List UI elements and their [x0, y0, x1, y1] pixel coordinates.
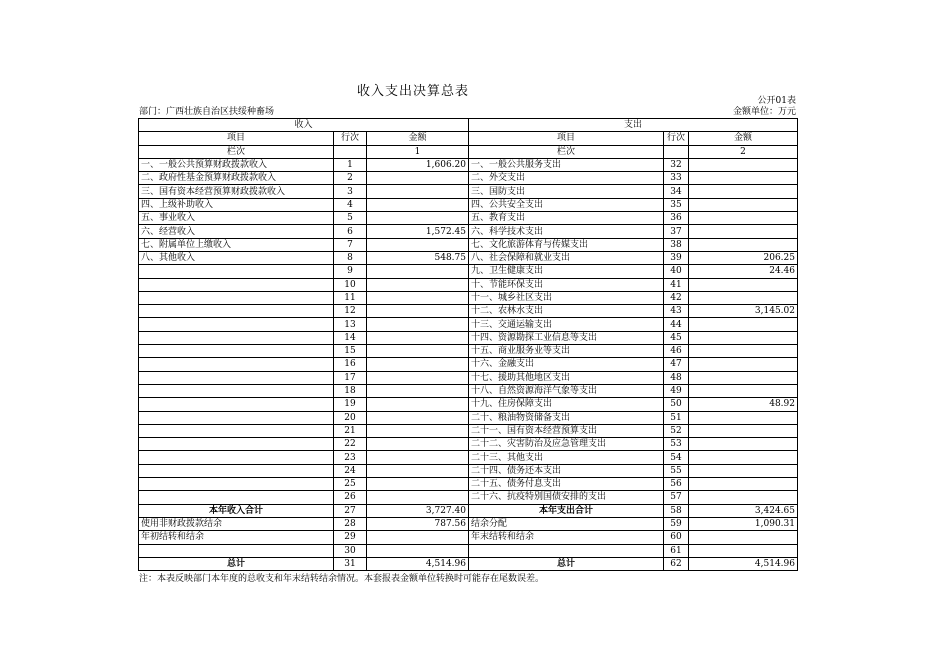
expense-amount-header: 金额: [689, 132, 798, 145]
income-amount-cell: [367, 411, 469, 424]
income-amount-cell: 1,572.45: [367, 225, 469, 238]
expense-row-number-cell: 33: [664, 172, 689, 185]
table-row: [139, 225, 798, 238]
expense-row-number-cell: 49: [664, 384, 689, 397]
income-row-number-cell: 12: [334, 305, 367, 318]
expense-item-cell: 二十三、其他支出: [469, 451, 664, 464]
table-row: [139, 185, 798, 198]
expense-row-number-cell: 56: [664, 478, 689, 491]
expense-item-cell: 十六、金融支出: [469, 358, 664, 371]
income-amount-cell: [367, 278, 469, 291]
income-item-cell: [139, 291, 334, 304]
expense-row-number-cell: 44: [664, 318, 689, 331]
income-item-cell: [139, 331, 334, 344]
expense-item-cell: 十三、交通运输支出: [469, 318, 664, 331]
income-row-number-cell: 6: [334, 225, 367, 238]
income-item-cell: 总计: [139, 557, 334, 570]
income-item-cell: [139, 345, 334, 358]
expense-row-number-cell: 46: [664, 345, 689, 358]
expense-col-number: 2: [689, 145, 798, 158]
expense-row-number-cell: 58: [664, 504, 689, 517]
table-row: [139, 491, 798, 504]
table-row: [139, 172, 798, 185]
income-row-number-cell: 13: [334, 318, 367, 331]
table-row: [139, 212, 798, 225]
income-row-number-cell: 31: [334, 557, 367, 570]
department-label: 部门：广西壮族自治区扶绥种畜场: [139, 107, 275, 117]
income-item-cell: [139, 358, 334, 371]
expense-amount-cell: [689, 358, 798, 371]
income-item-cell: [139, 451, 334, 464]
expense-item-cell: 二十一、国有资本经营预算支出: [469, 424, 664, 437]
expense-row-number-cell: 62: [664, 557, 689, 570]
expense-amount-cell: [689, 478, 798, 491]
income-item-cell: [139, 371, 334, 384]
table-row: [139, 531, 798, 544]
income-item-cell: 一、一般公共预算财政拨款收入: [139, 158, 334, 171]
table-row: [139, 464, 798, 477]
expense-row-number-cell: 54: [664, 451, 689, 464]
expense-amount-cell: [689, 464, 798, 477]
footnote: 注：本表反映部门本年度的总收支和年末结转结余情况。本套报表金额单位转换时可能存在尾数误差。: [139, 574, 545, 584]
income-item-cell: 使用非财政拨款结余: [139, 517, 334, 530]
income-item-cell: [139, 384, 334, 397]
income-amount-cell: [367, 398, 469, 411]
header-row-sections: [139, 119, 798, 132]
income-item-cell: [139, 265, 334, 278]
income-item-cell: [139, 278, 334, 291]
expense-row-number-cell: 32: [664, 158, 689, 171]
income-amount-header: 金额: [367, 132, 469, 145]
income-item-cell: 四、上级补助收入: [139, 198, 334, 211]
income-row-number-cell: 3: [334, 185, 367, 198]
income-item-cell: 六、经营收入: [139, 225, 334, 238]
income-amount-cell: [367, 198, 469, 211]
income-item-cell: [139, 305, 334, 318]
income-amount-cell: [367, 305, 469, 318]
expense-row-number-cell: 34: [664, 185, 689, 198]
expense-row-number-cell: 39: [664, 251, 689, 264]
expense-amount-cell: 3,145.02: [689, 305, 798, 318]
table-row: [139, 331, 798, 344]
income-amount-cell: [367, 185, 469, 198]
income-row-number-cell: 9: [334, 265, 367, 278]
income-item-cell: 七、附属单位上缴收入: [139, 238, 334, 251]
income-row-number-cell: 5: [334, 212, 367, 225]
page-title-text: 收入支出决算总表: [356, 84, 469, 99]
table-row: [139, 318, 798, 331]
income-item-cell: 年初结转和结余: [139, 531, 334, 544]
expense-item-header: 项目: [469, 132, 664, 145]
expense-item-cell: 本年支出合计: [469, 504, 664, 517]
income-amount-cell: [367, 371, 469, 384]
expense-row-number-cell: 36: [664, 212, 689, 225]
table-row: [139, 384, 798, 397]
income-row-number-cell: 14: [334, 331, 367, 344]
expense-item-cell: 十、节能环保支出: [469, 278, 664, 291]
expense-amount-cell: [689, 318, 798, 331]
table-row: [139, 198, 798, 211]
table-row: [139, 517, 798, 530]
expense-row-number-cell: 57: [664, 491, 689, 504]
table-row: [139, 398, 798, 411]
expense-row-number-cell: 40: [664, 265, 689, 278]
income-amount-cell: [367, 438, 469, 451]
expense-amount-cell: [689, 491, 798, 504]
income-row-number-cell: 19: [334, 398, 367, 411]
expense-row-number-cell: 59: [664, 517, 689, 530]
income-amount-cell: 1,606.20: [367, 158, 469, 171]
income-row-number-cell: 22: [334, 438, 367, 451]
income-row-number-cell: 28: [334, 517, 367, 530]
expense-row-number-cell: 38: [664, 238, 689, 251]
expense-item-cell: 十一、城乡社区支出: [469, 291, 664, 304]
expense-amount-cell: 24.46: [689, 265, 798, 278]
table-row: [139, 557, 798, 570]
income-row-number-cell: 18: [334, 384, 367, 397]
table-row: [139, 451, 798, 464]
income-item-cell: [139, 318, 334, 331]
expense-amount-cell: [689, 411, 798, 424]
income-amount-cell: [367, 172, 469, 185]
income-amount-cell: [367, 491, 469, 504]
table-row: [139, 291, 798, 304]
expense-row-number-cell: 45: [664, 331, 689, 344]
income-row-number-cell: 15: [334, 345, 367, 358]
income-amount-cell: [367, 478, 469, 491]
table-row: [139, 424, 798, 437]
income-item-cell: 三、国有资本经营预算财政拨款收入: [139, 185, 334, 198]
expense-row-number-cell: 42: [664, 291, 689, 304]
expense-amount-cell: [689, 331, 798, 344]
expense-amount-cell: 206.25: [689, 251, 798, 264]
expense-item-cell: 十八、自然资源海洋气象等支出: [469, 384, 664, 397]
expense-amount-cell: [689, 198, 798, 211]
header-row-column-numbers: [139, 145, 798, 158]
expense-item-cell: 四、公共安全支出: [469, 198, 664, 211]
expense-row-number-cell: 35: [664, 198, 689, 211]
expense-item-cell: 八、社会保障和就业支出: [469, 251, 664, 264]
expense-item-cell: 总计: [469, 557, 664, 570]
expense-item-cell: 二十六、抗疫特别国债安排的支出: [469, 491, 664, 504]
income-item-cell: [139, 438, 334, 451]
expense-row-number-cell: 61: [664, 544, 689, 557]
table-row: [139, 478, 798, 491]
income-amount-cell: [367, 345, 469, 358]
expense-item-cell: 年末结转和结余: [469, 531, 664, 544]
expense-amount-cell: [689, 172, 798, 185]
income-amount-cell: [367, 464, 469, 477]
income-row-number-cell: 7: [334, 238, 367, 251]
income-col-label: 栏次: [139, 145, 334, 158]
expense-amount-cell: [689, 531, 798, 544]
expense-amount-cell: 1,090.31: [689, 517, 798, 530]
expense-amount-cell: [689, 185, 798, 198]
expense-col-label: 栏次: [469, 145, 664, 158]
expense-row-number-cell: 43: [664, 305, 689, 318]
expense-item-cell: 七、文化旅游体育与传媒支出: [469, 238, 664, 251]
income-row-number-cell: 11: [334, 291, 367, 304]
expense-item-cell: 五、教育支出: [469, 212, 664, 225]
expense-amount-cell: [689, 291, 798, 304]
income-amount-cell: [367, 318, 469, 331]
expense-row-number-cell: 50: [664, 398, 689, 411]
table-row: [139, 504, 798, 517]
table-row: [139, 345, 798, 358]
income-item-cell: 本年收入合计: [139, 504, 334, 517]
table-row: [139, 438, 798, 451]
income-row-number-cell: 17: [334, 371, 367, 384]
income-item-cell: [139, 544, 334, 557]
income-row-number-cell: 25: [334, 478, 367, 491]
expense-amount-cell: [689, 225, 798, 238]
income-item-cell: 五、事业收入: [139, 212, 334, 225]
expense-item-cell: 十五、商业服务业等支出: [469, 345, 664, 358]
expense-section-header: 支出: [469, 119, 798, 132]
income-col-number: 1: [367, 145, 469, 158]
income-amount-cell: [367, 212, 469, 225]
expense-item-cell: 结余分配: [469, 517, 664, 530]
expense-amount-cell: 3,424.65: [689, 504, 798, 517]
income-item-cell: [139, 478, 334, 491]
income-row-number-cell: 10: [334, 278, 367, 291]
table-row: [139, 411, 798, 424]
income-item-cell: [139, 464, 334, 477]
income-amount-cell: [367, 265, 469, 278]
table-row: [139, 371, 798, 384]
expense-row-header: 行次: [664, 132, 689, 145]
expense-item-cell: 三、国防支出: [469, 185, 664, 198]
expense-amount-cell: 4,514.96: [689, 557, 798, 570]
income-item-header: 项目: [139, 132, 334, 145]
expense-row-number-cell: 41: [664, 278, 689, 291]
expense-amount-cell: [689, 212, 798, 225]
income-row-number-cell: 2: [334, 172, 367, 185]
expense-amount-cell: [689, 158, 798, 171]
table-row: [139, 305, 798, 318]
income-item-cell: 二、政府性基金预算财政拨款收入: [139, 172, 334, 185]
income-row-number-cell: 8: [334, 251, 367, 264]
expense-row-number-cell: 37: [664, 225, 689, 238]
expense-row-number-cell: 60: [664, 531, 689, 544]
income-amount-cell: 787.56: [367, 517, 469, 530]
income-amount-cell: 548.75: [367, 251, 469, 264]
income-row-number-cell: 23: [334, 451, 367, 464]
income-row-number-cell: 20: [334, 411, 367, 424]
expense-item-cell: 九、卫生健康支出: [469, 265, 664, 278]
table-row: [139, 158, 798, 171]
table-row: [139, 278, 798, 291]
income-item-cell: 八、其他收入: [139, 251, 334, 264]
table-row: [139, 251, 798, 264]
income-section-header: 收入: [139, 119, 469, 132]
expense-item-cell: 二、外交支出: [469, 172, 664, 185]
income-row-number-cell: 27: [334, 504, 367, 517]
expense-item-cell: 二十五、债务付息支出: [469, 478, 664, 491]
expense-item-cell: 十四、资源勘探工业信息等支出: [469, 331, 664, 344]
income-amount-cell: [367, 384, 469, 397]
expense-item-cell: [469, 544, 664, 557]
income-amount-cell: [367, 451, 469, 464]
expense-item-cell: 二十四、债务还本支出: [469, 464, 664, 477]
expense-amount-cell: [689, 424, 798, 437]
income-row-number-cell: 30: [334, 544, 367, 557]
expense-amount-cell: [689, 345, 798, 358]
table-code: 公开01表: [757, 96, 796, 106]
expense-item-cell: 十九、住房保障支出: [469, 398, 664, 411]
income-item-cell: [139, 424, 334, 437]
expense-amount-cell: [689, 544, 798, 557]
expense-row-number-cell: 51: [664, 411, 689, 424]
income-amount-cell: 4,514.96: [367, 557, 469, 570]
income-amount-cell: [367, 544, 469, 557]
income-row-number-cell: 21: [334, 424, 367, 437]
expense-row-number-cell: 48: [664, 371, 689, 384]
expense-row-number-cell: 47: [664, 358, 689, 371]
header-row-columns: [139, 132, 798, 145]
table-row: [139, 544, 798, 557]
income-row-number-cell: 1: [334, 158, 367, 171]
income-row-number-cell: 26: [334, 491, 367, 504]
expense-item-cell: 十七、援助其他地区支出: [469, 371, 664, 384]
table-row: [139, 238, 798, 251]
unit-label: 金额单位：万元: [732, 107, 796, 117]
expense-amount-cell: [689, 384, 798, 397]
expense-amount-cell: 48.92: [689, 398, 798, 411]
expense-row-number-cell: 52: [664, 424, 689, 437]
income-item-cell: [139, 411, 334, 424]
income-row-number-cell: 24: [334, 464, 367, 477]
income-item-cell: [139, 491, 334, 504]
expense-col-blank: [664, 145, 689, 158]
expense-item-cell: 十二、农林水支出: [469, 305, 664, 318]
expense-row-number-cell: 53: [664, 438, 689, 451]
income-amount-cell: [367, 531, 469, 544]
expense-item-cell: 二十、粮油物资储备支出: [469, 411, 664, 424]
income-row-number-cell: 16: [334, 358, 367, 371]
income-amount-cell: [367, 358, 469, 371]
budget-table: [138, 118, 798, 571]
income-amount-cell: [367, 291, 469, 304]
expense-amount-cell: [689, 371, 798, 384]
expense-amount-cell: [689, 438, 798, 451]
expense-row-number-cell: 55: [664, 464, 689, 477]
table-row: [139, 358, 798, 371]
expense-amount-cell: [689, 278, 798, 291]
expense-item-cell: 一、一般公共服务支出: [469, 158, 664, 171]
income-amount-cell: [367, 238, 469, 251]
expense-item-cell: 六、科学技术支出: [469, 225, 664, 238]
expense-amount-cell: [689, 451, 798, 464]
income-amount-cell: [367, 331, 469, 344]
income-amount-cell: 3,727.40: [367, 504, 469, 517]
expense-item-cell: 二十二、灾害防治及应急管理支出: [469, 438, 664, 451]
expense-amount-cell: [689, 238, 798, 251]
table-row: [139, 265, 798, 278]
income-amount-cell: [367, 424, 469, 437]
income-row-number-cell: 29: [334, 531, 367, 544]
income-item-cell: [139, 398, 334, 411]
income-col-blank: [334, 145, 367, 158]
income-row-header: 行次: [334, 132, 367, 145]
income-row-number-cell: 4: [334, 198, 367, 211]
